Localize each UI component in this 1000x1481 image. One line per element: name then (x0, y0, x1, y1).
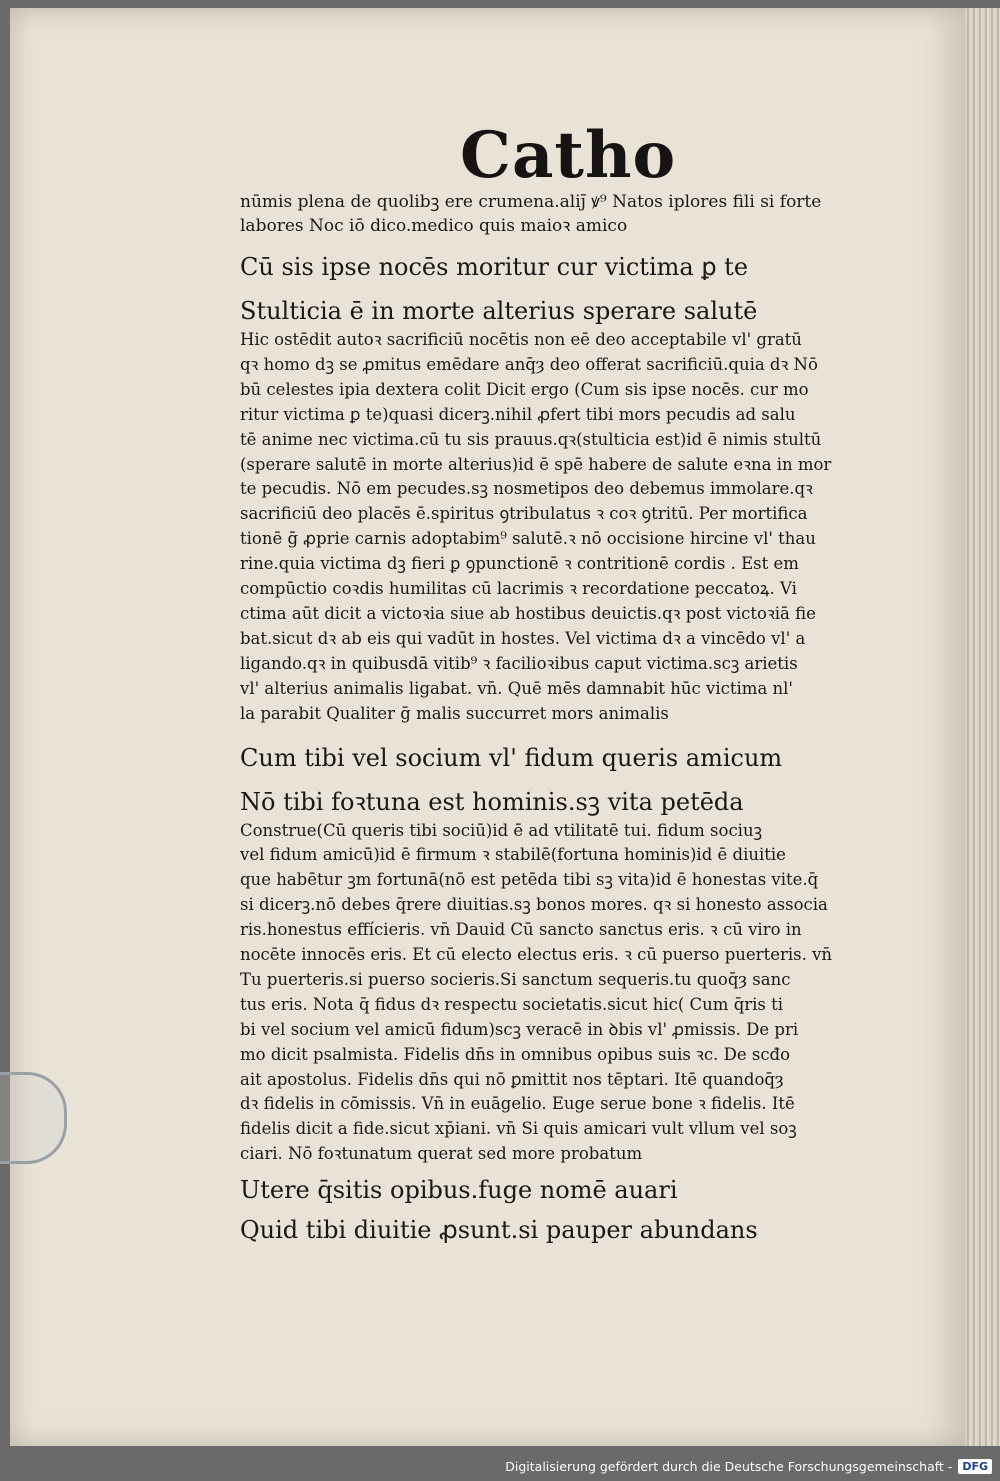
commentary-line: bat.sicut dꝛ ab eis qui vadūt in hostes. Vel victima dꝛ a vincēdo vl' a (240, 628, 806, 648)
verse-line: Nō tibi foꝛtuna est hominis.sꝫ vita petēda (240, 787, 744, 816)
page-edge-stack (965, 8, 1000, 1446)
commentary-line: ris.honestus effícieris. vn̄ Dauid Cū sancto sanctus eris. ꝛ cū viro in (240, 920, 802, 940)
commentary-line: dꝛ fidelis in cōmissis. Vn̄ in euāgelio. Euge serue bone ꝛ fidelis. Itē (240, 1094, 795, 1114)
commentary-line: bi vel socium vel amicū fidum)scꝫ veracē in ꝺbis vl' ꝓmissis. De pri (240, 1019, 799, 1039)
commentary-line: compūctio coꝛdis humilitas cū lacrimis ꝛ recordatione peccatoꝝ. Vi (240, 579, 797, 599)
commentary-line: bū celestes ipia dextera colit Dicit ergo (Cum sis ipse nocēs. cur mo (240, 379, 809, 399)
verse-line: Utere q̄sitis opibus.fuge nomē auari (240, 1176, 678, 1205)
commentary-1 (240, 328, 860, 727)
commentary-line: Hic ostēdit autoꝛ sacrificiū nocētis non eē deo acceptabile vl' gratū (240, 330, 802, 349)
commentary-line: Construe(Cū queris tibi sociū)id ē ad vtilitatē tui. fidum sociuꝫ (240, 820, 763, 840)
commentary-line: ciari. Nō foꝛtunatum querat sed more probatum (240, 1144, 643, 1164)
commentary-line: vel fidum amicū)id ē firmum ꝛ stabilē(fortuna hominis)id ē diuitie (240, 845, 786, 865)
digitization-footer (505, 1455, 992, 1477)
commentary-line: ligando.qꝛ in quibusdā vitib⁹ ꝛ facilioꝛibus caput victima.scꝫ arietis (240, 653, 798, 673)
footer-text: Digitalisierung gefördert durch die Deutsche Forschungsgemeinschaft - (505, 1458, 953, 1474)
commentary-line: ritur victima ꝑ te)quasi dicerꝫ.nihil ꝓfert tibi mors pecudis ad salu (240, 404, 796, 424)
verse-line: Cum tibi vel socium vl' fidum queris amicum (240, 743, 783, 772)
commentary-line: te pecudis. Nō em pecudes.sꝫ nosmetipos deo debemus immolare.qꝛ (240, 479, 813, 499)
commentary-line: tionē ḡ ꝓprie carnis adoptabim⁹ salutē.ꝛ nō occisione hircine vl' thau (240, 529, 816, 549)
commentary-line: Tu puerteris.si puerso socieris.Si sanctum sequeris.tu quoq̄ȝ sanc (240, 969, 791, 989)
commentary-line: ait apostolus. Fidelis dn̄s qui nō ꝑmittit nos tēptari. Itē quandoq̄ȝ (240, 1069, 784, 1089)
commentary-line: mo dicit psalmista. Fidelis dn̄s in omnibus opibus suis ꝛc. De scđo (240, 1044, 791, 1064)
text-block (240, 190, 860, 1247)
continuation-line: labores Noc iō dico.medico quis maioꝛ amico (240, 216, 628, 236)
verse-line: Cū sis ipse nocēs moritur cur victima ꝑ te (240, 253, 749, 281)
commentary-2 (240, 819, 860, 1168)
commentary-line: vl' alterius animalis ligabat. vn̄. Quē mēs damnabit hūc victima nl' (240, 678, 793, 698)
commentary-line: la parabit Qualiter ḡ malis succurret mors animalis (240, 703, 669, 723)
commentary-line: tus eris. Nota q̄ fidus dꝛ respectu societatis.sicut hic( Cum q̄ris ti (240, 994, 784, 1014)
commentary-line: nocēte innocēs eris. Et cū electo electus eris. ꝛ cū puerso puerteris. vn̄ (240, 945, 833, 965)
commentary-line: rine.quia victima dꝫ fieri ꝑ ꝯpunctionē ꝛ contritionē cordis . Est em (240, 554, 799, 574)
continuation-text (240, 190, 860, 238)
commentary-line: que habētur ꝫm fortunā(nō est petēda tibi sꝫ vita)id ē honestas vite.q̄ (240, 870, 819, 890)
page-clip (0, 1072, 67, 1164)
commentary-line: sacrificiū deo placēs ē.spiritus ꝯtribulatus ꝛ coꝛ ꝯtritū. Per mortifica (240, 504, 808, 524)
verse-line: Stulticia ē in morte alterius sperare salutē (240, 297, 758, 325)
dfg-logo: DFG (958, 1459, 992, 1474)
commentary-line: tē anime nec victima.cū tu sis prauus.qꝛ(stulticia est)id ē nimis stultū (240, 429, 822, 449)
commentary-line: qꝛ homo dꝫ se ꝓmitus emēdare anq̄ȝ deo offerat sacrificiū.quia dꝛ Nō (240, 354, 818, 374)
commentary-line: fidelis dicit a fide.sicut xp̄iani. vn̄ Si quis amicari vult vllum vel soꝫ (240, 1119, 797, 1139)
running-head: Catho (460, 118, 677, 193)
commentary-line: si dicerꝫ.nō debes q̄rere diuitias.sꝫ bonos mores. qꝛ si honesto associa (240, 895, 828, 915)
commentary-line: (sperare salutē in morte alterius)id ē spē habere de salute eꝛna in mor (240, 454, 832, 474)
commentary-line: ctima aūt dicit a victoꝛia siue ab hostibus deuictis.qꝛ post victoꝛiā fie (240, 603, 816, 623)
continuation-line: nūmis plena de quolibꝫ ere crumena.aliȷ̄ ꝟ⁹ Natos iplores fili si forte (240, 192, 822, 212)
verse-line: Quid tibi diuitie ꝓsunt.si pauper abundans (240, 1216, 758, 1245)
